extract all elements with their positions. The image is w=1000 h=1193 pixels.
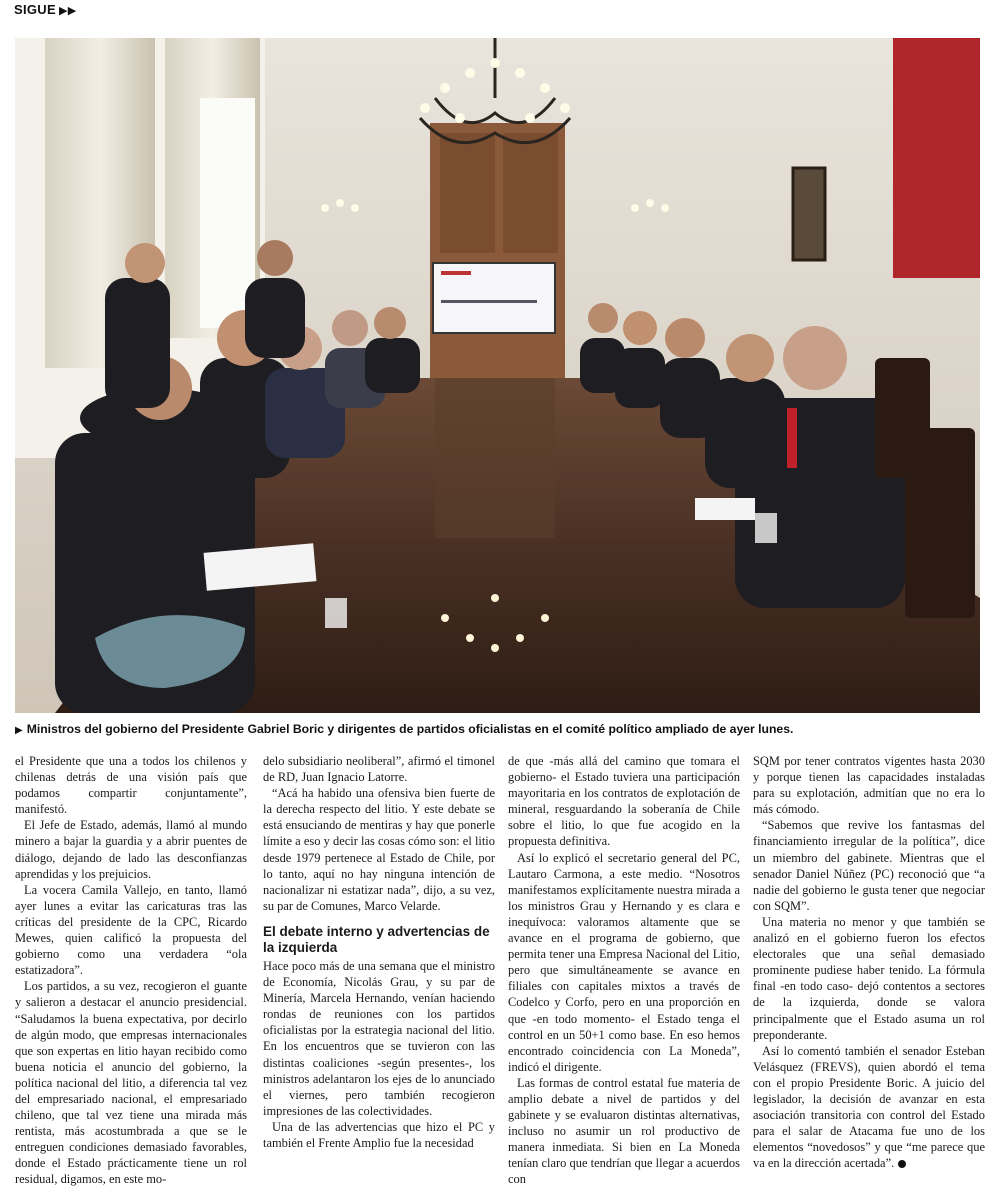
meeting-room-illustration <box>15 38 980 713</box>
paragraph: La vocera Camila Vallejo, en tanto, llamó ayer lunes a evitar las caricaturas tras las críticas del presidente de la CPC, Ricardo Mewes, quien calificó la propuesta del gobierno como una verdadera “ola estatizadora”. <box>15 882 247 978</box>
paragraph-text: Así lo comentó también el senador Esteban Velásquez (FREVS), quien abordó el tema con el propio Presidente Boric. A juicio del legislador, la decisión de avanzar en esta asociación transitoria con control del Estado para el salar de Atacama fue uno de los elementos “novedosos” y que “me parece que va en la dirección acertada”. <box>753 1043 985 1171</box>
paragraph: Así lo explicó el secretario general del PC, Lautaro Carmona, a este medio. “Nosotros manifestamos explícitamente nuestra mirada a los ministros Grau y Hernando y es clara e inequívoca: valoramos altamente que se avance en el programa de gobierno, que permita tener una Empresa Nacional del Litio, pero que simultáneamente se avance en filiales con capitales mixtos a través de Codelco y Corfo, pero en una proporción en que -en todo momento- el Estado tenga el control en un 50+1 como base. En eso hemos encontrado coincidencia con La Moneda”, indicó el dirigente. <box>508 850 740 1074</box>
paragraph: Una materia no menor y que también se analizó en el gobierno fueron los efectos electorales que una señal demasiado prominente pudiese haber tenido. La fórmula final -en todo caso- dejó contentos a sectores de la izquierda, donde se valora principalmente que el Estado asuma un rol preponderante. <box>753 914 985 1042</box>
paragraph: Una de las advertencias que hizo el PC y también el Frente Amplio fue la necesidad <box>263 1119 495 1150</box>
paragraph: SQM por tener contratos vigentes hasta 2030 y porque tienen las capacidades instaladas para su explotación, admitían que no era lo más cómodo. <box>753 754 985 817</box>
paragraph: el Presidente que una a todos los chilenos y chilenas detrás de una visión país que podamos compartir conjuntamente”, manifestó. <box>15 754 247 817</box>
news-photo <box>15 38 980 713</box>
paragraph: Hace poco más de una semana que el ministro de Economía, Nicolás Grau, y su par de Minería, Marcela Hernando, venían haciendo rondas de reuniones con los partidos oficialistas por la estrategia nacional del litio. En los encuentros que se tuvieron con las distintas coaliciones -según presentes-, los ministros adelantaron los ejes de lo anunciado el viernes, pero también recogieron impresiones de las colectividades. <box>263 958 495 1118</box>
article-column-2 <box>263 753 495 1151</box>
article-column-4 <box>753 753 985 1171</box>
paragraph: Los partidos, a su vez, recogieron el guante y salieron a destacar el anuncio presidencial. “Saludamos la buena expectativa, por decirlo de algún modo, que empresas internacionales que son expertas en litio hayan recibido como buena noticia el anuncio del gobierno, la política nacional del litio, a diferencia tal vez del empresariado nacional, el empresariado chileno, que tal vez tiene una mirada más rentista, más acostumbrada a que se le entreguen condiciones demasiado favorables, donde el Estado prácticamente tiene un rol residual, digamos, en este mo- <box>15 979 247 1187</box>
end-of-article-icon <box>898 1160 906 1168</box>
article-column-3 <box>508 753 740 1188</box>
sigue-text: SIGUE <box>14 2 56 17</box>
paragraph: “Acá ha habido una ofensiva bien fuerte de la derecha respecto del litio. Y este debate se está ensuciando de mentiras y hay que ponerle límite a eso y decir las cosas cómo son: el litio desde 1979 pertenece al Estado de Chile, por lo tanto, aquí no hay ninguna intención de nacionalizar ni estatizar nada”, dijo, a su vez, su par de Comunes, Marco Velarde. <box>263 786 495 913</box>
continuation-label <box>14 2 77 17</box>
photo-caption <box>15 722 985 736</box>
section-heading: El debate interno y advertencias de la izquierda <box>263 923 490 955</box>
paragraph: de que -más allá del camino que tomara el gobierno- el Estado tuviera una participación mayoritaria en los contratos de explotación de mineral, resguardando la soberanía de Chile sobre el litio, lo que fue acogido en la propuesta definitiva. <box>508 754 740 849</box>
caption-text: Ministros del gobierno del Presidente Gabriel Boric y dirigentes de partidos oficialistas en el comité político ampliado de ayer lunes. <box>26 722 794 736</box>
paragraph: Las formas de control estatal fue materia de amplio debate a nivel de partidos y del gabinete y se evaluaron distintas alternativas, incluso no asumir un rol productivo de manera inmediata. Si bien en La Moneda tenían claro que tendrían que llegar a acuerdos con <box>508 1075 740 1187</box>
article-body <box>15 753 985 1188</box>
paragraph: delo subsidiario neoliberal”, afirmó el timonel de RD, Juan Ignacio Latorre. <box>263 754 495 785</box>
paragraph: “Sabemos que revive los fantasmas del financiamiento irregular de la política”, dice un miembro del gabinete. Mientras que el senador Daniel Núñez (PC) reconoció que “a nadie del gobierno le gusta tener que negociar con SQM”. <box>753 818 985 913</box>
article-column-1 <box>15 753 247 1188</box>
paragraph: El Jefe de Estado, además, llamó al mundo minero a bajar la guardia y a abrir puentes de diálogo, dejando de lado las desconfianzas aprendidas y los prejuicios. <box>15 818 247 881</box>
double-arrow-icon: ▶▶ <box>58 5 77 17</box>
paragraph <box>753 1043 985 1172</box>
caption-triangle-icon: ▶ <box>15 725 23 736</box>
